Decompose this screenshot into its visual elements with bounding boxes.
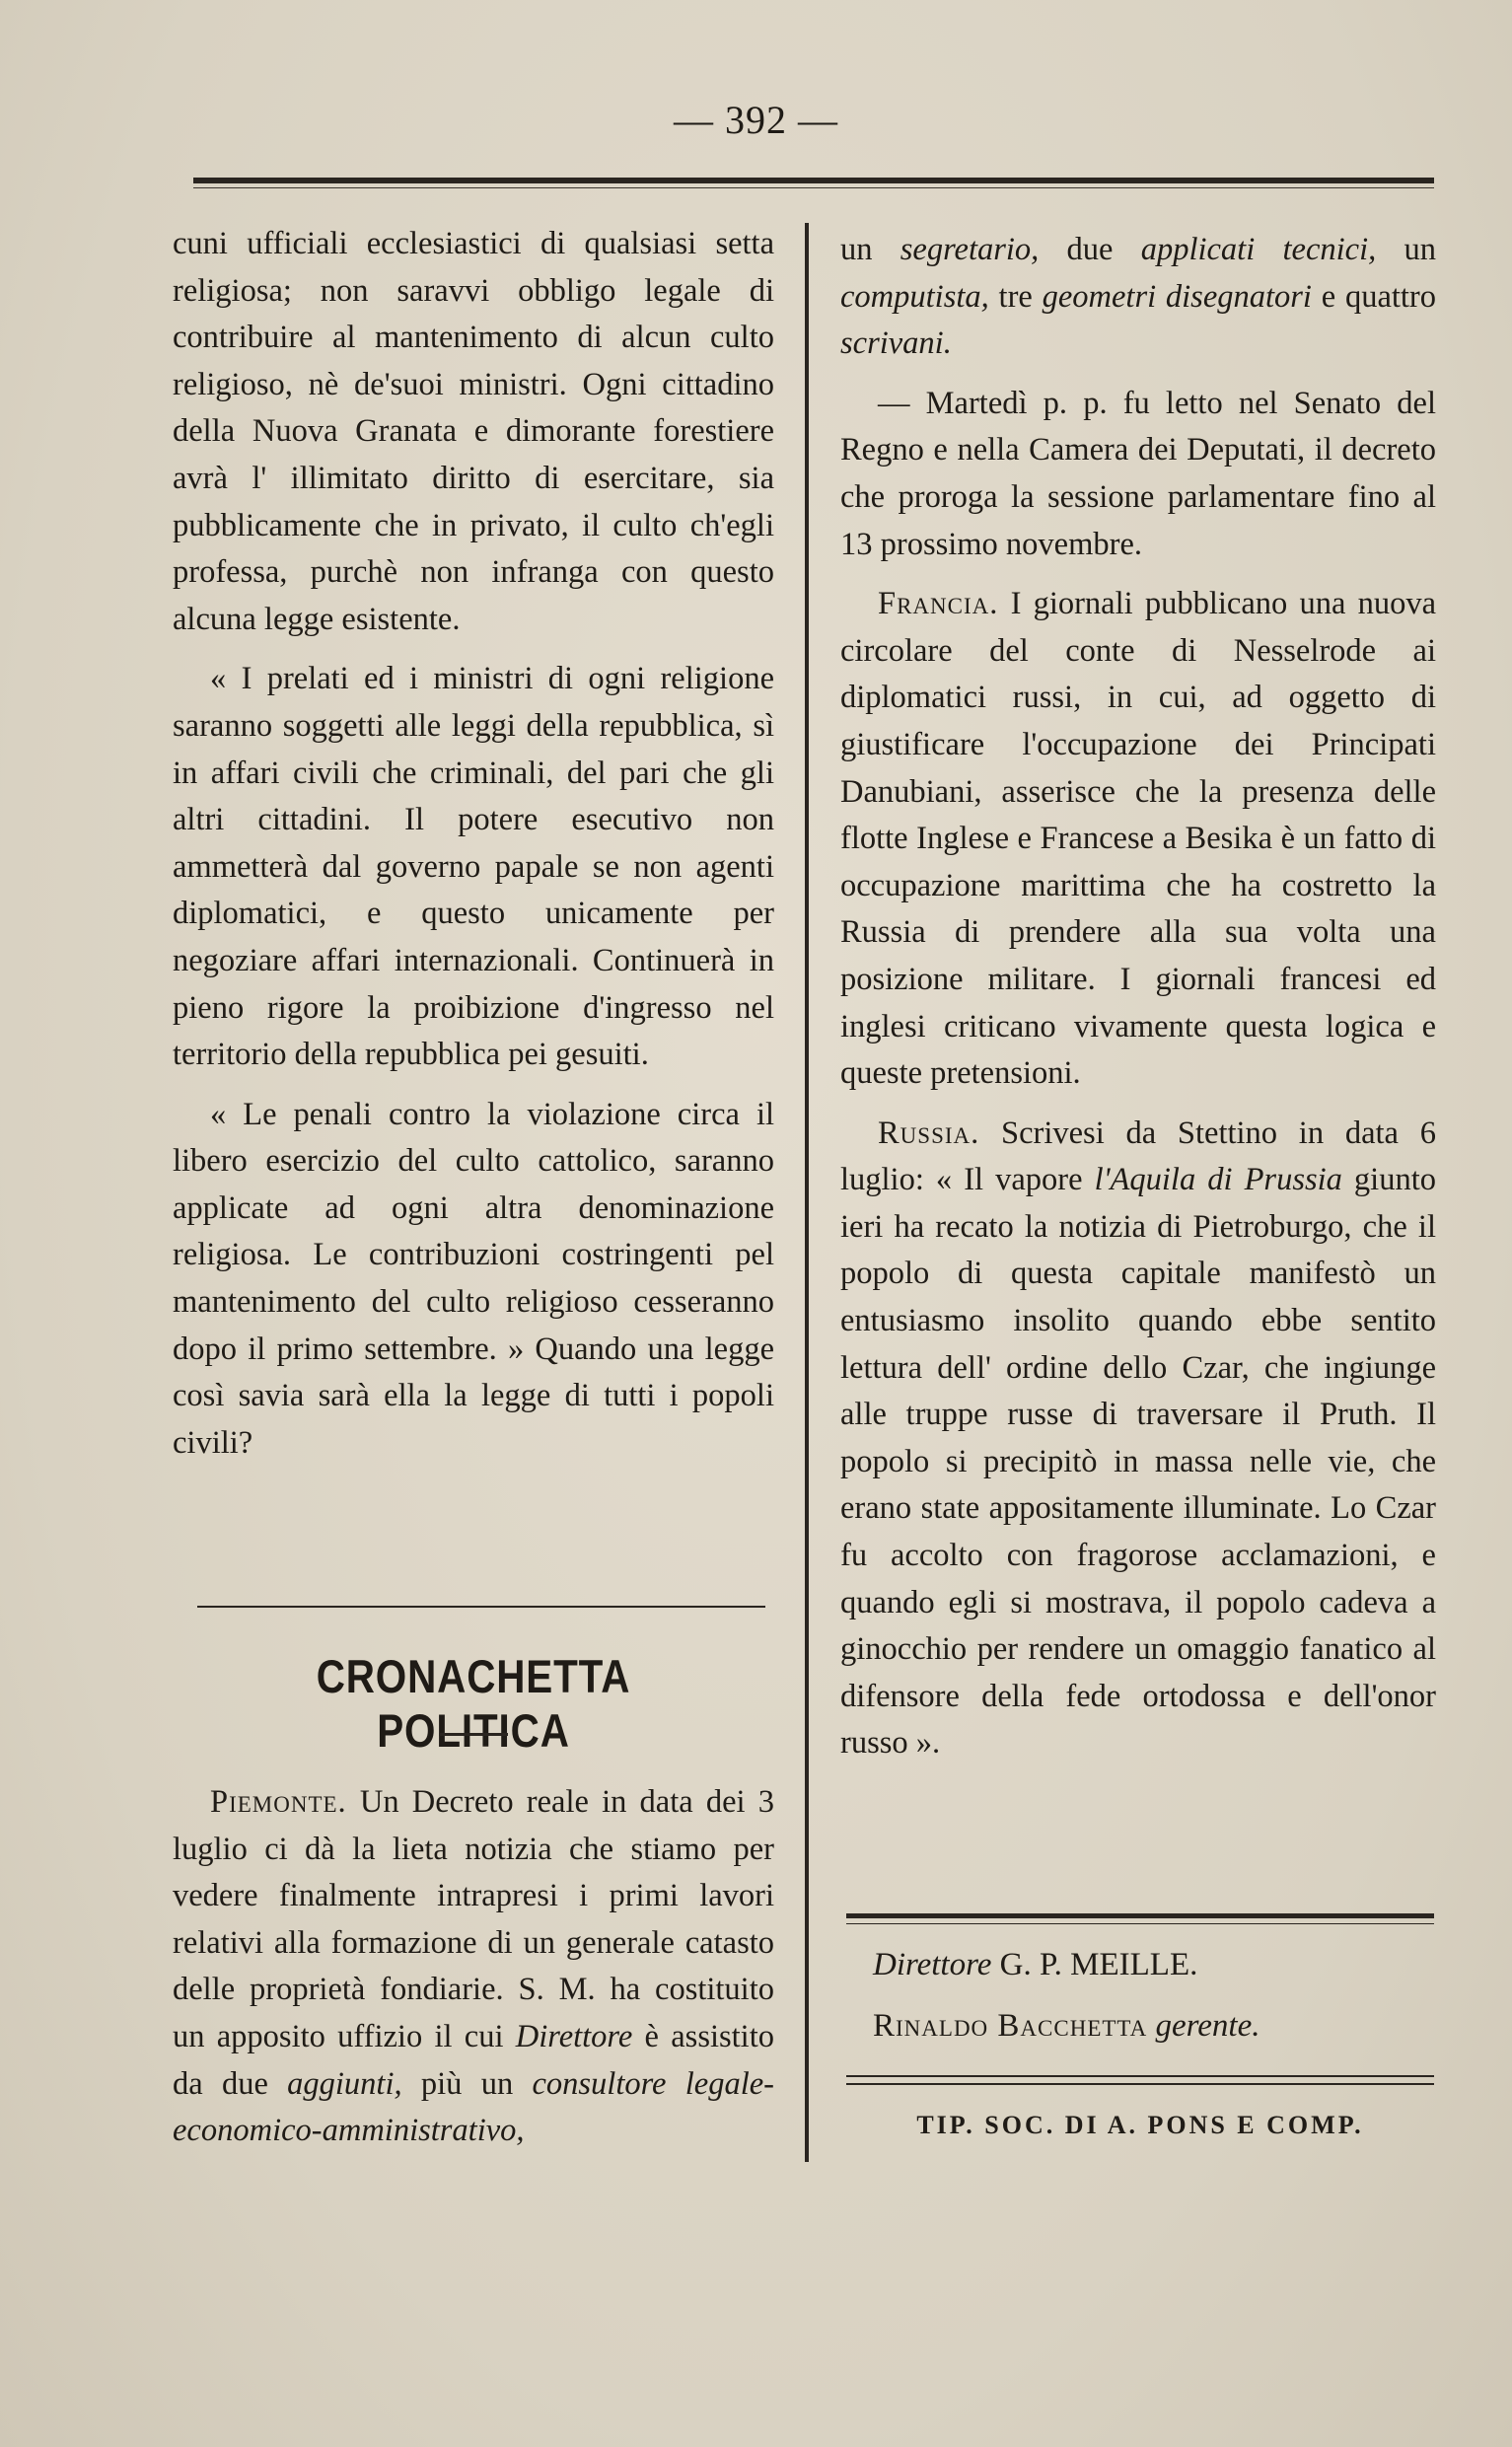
manager-line [873, 2002, 1260, 2050]
piemonte-scrivani: scrivani. [840, 325, 952, 362]
piemonte-geometri: geometri disegnatori [1042, 278, 1312, 315]
russia-text-b: giunto ieri ha recato la notizia di Pietroburgo, che il popolo di questa capitale manifestò un entusiasmo insolito quando ebbe sentito lettura dell' ordine dello Czar, che ingiunge alle truppe russe di traversare il Pruth. Il popolo si precipitò in massa nelle vie, che erano state appositamente illuminate. Lo Czar fu accolto con fragorose acclamazioni, e quando egli si mostrava, il popolo cadeva a ginocchio per rendere un omaggio fanatico al difensore della fede ortodossa e dell'onor russo ». [840, 1162, 1436, 1762]
russia-label: Russia. [878, 1115, 980, 1151]
francia-label: Francia. [878, 586, 999, 622]
page-number: — 392 — [674, 98, 838, 142]
header-rule-thin [193, 187, 1434, 188]
piemonte-applicati: applicati tecnici, [1140, 232, 1377, 267]
piemonte-text-b: è assistito da due [173, 2018, 774, 2102]
section-title: CRONACHETTA POLITICA [316, 1650, 631, 1757]
francia-paragraph [840, 581, 1436, 1098]
russia-text-a: Scrivesi da Stettino in data 6 luglio: « Il vapore [840, 1115, 1436, 1198]
piemonte-label: Piemonte. [210, 1784, 347, 1820]
footer-rule-thick [846, 1913, 1434, 1918]
left-paragraph-1: cuni ufficiali ecclesiastici di qualsiasi setta religiosa; non saravvi obbligo legale di contribuire al mantenimento di alcun culto religioso, nè de'suoi ministri. Ogni cittadino della Nuova Granata e dimorante forestiere avrà l' illimitato diritto di esercitare, sia pubblicamente che in privato, il culto ch'egli professa, purchè non infranga con questo alcuna legge esistente. [173, 226, 774, 637]
director-name: G. P. MEILLE. [991, 1947, 1198, 1982]
piemonte-paragraph [173, 1779, 774, 2155]
header-rule [193, 178, 1434, 183]
piemonte-consultore: consultore legale-economico-amministrativo, [173, 2065, 774, 2149]
piemonte-continuation [840, 227, 1436, 368]
printer-rule-top [846, 2075, 1434, 2077]
title-rule [439, 1733, 508, 1736]
left-paragraph-2: « I prelati ed i ministri di ogni religione saranno soggetti alle leggi della repubblica, sì in affari civili che criminali, del pari che gli altri cittadini. Il potere esecutivo non ammetterà dal governo papale se non agenti diplomatici, e questo unicamente per negoziare affari internazionali. Continuerà in pieno rigore la proibizione d'ingresso nel territorio della repubblica pei gesuiti. [173, 661, 774, 1073]
piemonte-text-h: e quattro [1311, 278, 1437, 315]
left-paragraph-3: « Le penali contro la violazione circa il libero esercizio del culto cattolico, saranno applicate ad ogni altra denominazione religiosa. Le contribuzioni costringenti pel mantenimento del culto religioso cesseranno dopo il primo settembre. » Quando una legge così savia sarà ella la legge di tutti i popoli civili? [173, 1096, 774, 1461]
piemonte-text-g: tre [988, 278, 1043, 315]
piemonte-direttore: Direttore [515, 2018, 633, 2054]
section-rule [197, 1606, 765, 1608]
piemonte-article [173, 1779, 774, 2168]
piemonte-segretario: segretario, [900, 232, 1040, 267]
footer-rule-thin [846, 1923, 1434, 1924]
director-line [873, 1941, 1197, 1988]
piemonte-computista: computista, [840, 278, 989, 315]
piemonte-text-e: due [1039, 232, 1141, 267]
senato-paragraph: — Martedì p. p. fu letto nel Senato del Regno e nella Camera dei Deputati, il decreto che proroga la sessione parlamentare fino al 13 prossimo novembre. [840, 385, 1436, 562]
piemonte-text-c: più un [401, 2065, 533, 2102]
russia-paragraph [840, 1111, 1436, 1767]
printer-rule-bottom [846, 2083, 1434, 2085]
column-divider [805, 223, 809, 2162]
director-label: Direttore [873, 1947, 992, 1982]
right-column [840, 227, 1436, 1780]
russia-ship-name: l'Aquila di Prussia [1094, 1162, 1342, 1198]
printer-imprint: TIP. SOC. DI A. PONS E COMP. [916, 2111, 1364, 2139]
left-column [173, 221, 774, 1479]
francia-text: I giornali pubblicano una nuova circolare del conte di Nesselrode ai diplomatici russi, in cui, ad oggetto di giustificare l'occupazione dei Principati Danubiani, asserisce che la presenza delle flotte Inglese e Francese a Besika è un fatto di occupazione marittima che ha costretto la Russia di prendere alla sua volta una posizione militare. I giornali francesi ed inglesi criticano vivamente questa logica e queste pretensioni. [840, 586, 1436, 1092]
piemonte-text: Un Decreto reale in data dei 3 luglio ci dà la lieta notizia che stiamo per vedere finalmente intrapresi i primi lavori relativi alla formazione di un generale catasto delle proprietà fondiarie. S. M. ha costituito un apposito uffizio il cui [173, 1784, 774, 2054]
piemonte-text-f: un [1376, 232, 1436, 267]
piemonte-text-d: un [840, 232, 900, 267]
manager-name: Rinaldo Bacchetta [873, 2008, 1148, 2044]
piemonte-aggiunti: aggiunti, [287, 2065, 402, 2102]
manager-label: gerente. [1147, 2008, 1260, 2044]
